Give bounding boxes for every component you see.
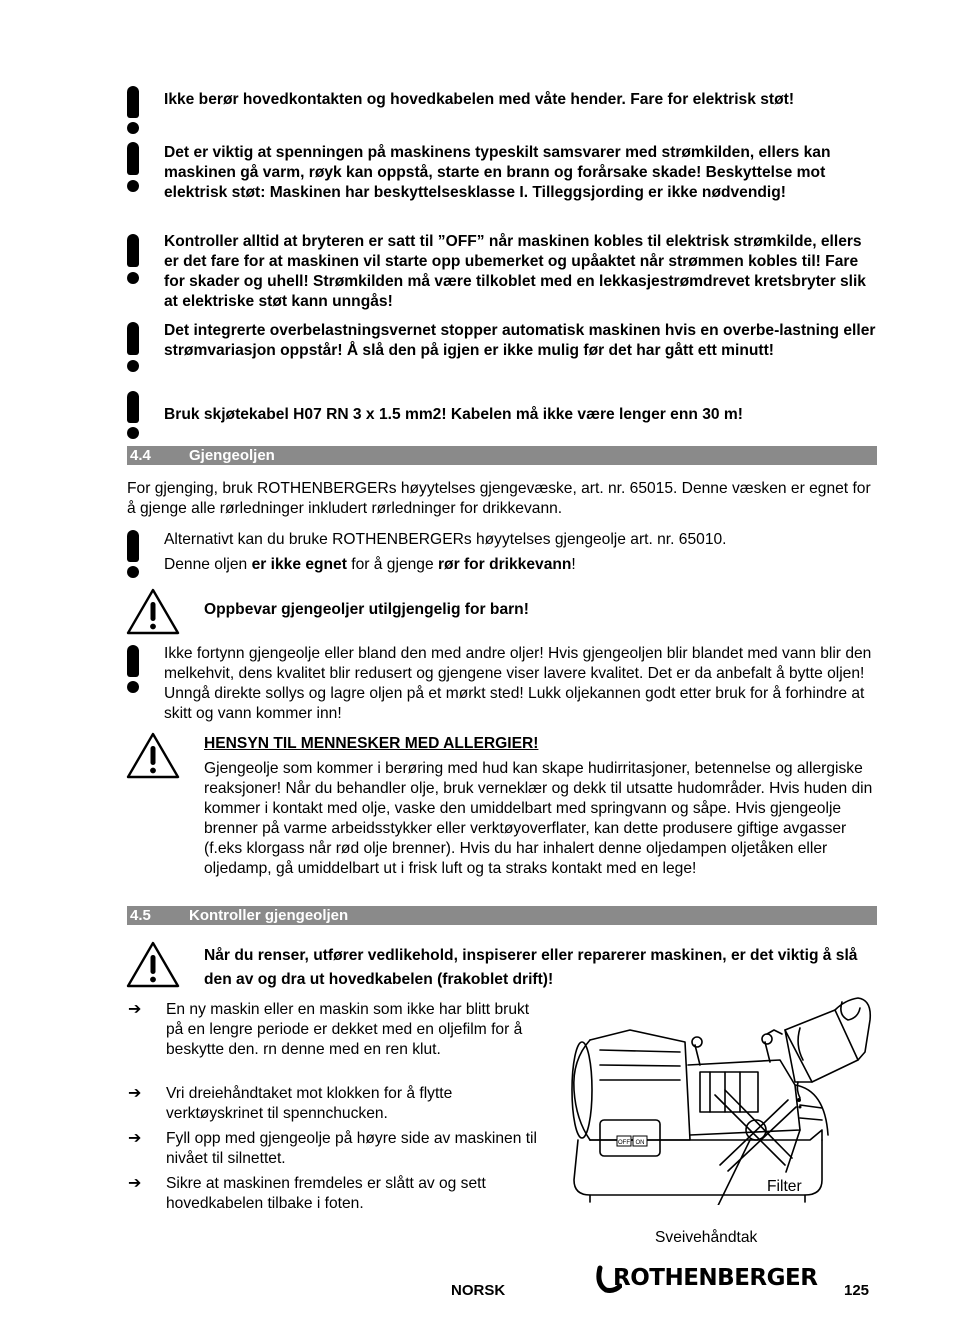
section-number: 4.5 [130,907,151,924]
exclamation-icon [126,322,140,372]
arrow-right-icon: ➔ [128,1175,142,1192]
step-1: En ny maskin eller en maskin som ikke har blitt brukt på en lengre periode er dekket med en oljefilm for å beskytte den. rn denne med en ren klut. [166,1001,530,1058]
exclamation-icon [126,530,140,578]
warn-children: Oppbevar gjengeoljer utilgjengelig for barn! [204,601,529,618]
arrow-right-icon: ➔ [128,1130,142,1147]
notice-extension-cable: Bruk skjøtekabel H07 RN 3 x 1.5 mm2! Kabelen må ikke være lenger enn 30 m! [164,406,743,423]
on-label: ON [635,1140,645,1146]
exclamation-icon [126,391,140,439]
exclamation-icon [126,86,140,134]
section-header-4-4 [127,446,877,465]
step-3: Fyll opp med gjengeolje på høyre side av maskinen til nivået til silnettet. [166,1130,537,1167]
section-header-4-5 [127,906,877,925]
brand-logo [594,1262,834,1296]
step-2: Vri dreiehåndtaket mot klokken for å flytte verktøyskrinet til spennchucken. [166,1085,453,1122]
section-title: Kontroller gjengeoljen [189,907,349,924]
oil-intro: For gjenging, bruk ROTHENBERGERs høyytelses gjengevæske, art. nr. 65015. Denne væsken er egnet for å gjenge alle rørledninger inkludert rørledninger for drikkevann. [127,480,871,517]
warning-triangle-icon [126,587,180,635]
arrow-right-icon: ➔ [128,1001,142,1018]
warning-triangle-icon [126,731,180,779]
arrow-right-icon: ➔ [128,1085,142,1102]
footer-language: NORSK [451,1282,506,1299]
figure-label-handle: Sveivehåndtak [655,1229,758,1246]
brand-name: ROTHENBERGER [613,1265,818,1291]
section-number: 4.4 [130,447,151,464]
section-title: Gjengeoljen [189,447,275,464]
exclamation-icon [126,645,140,693]
off-label: OFF [618,1140,630,1146]
figure-label-filter: Filter [767,1178,802,1195]
step-4: Sikre at maskinen fremdeles er slått av og sett hovedkabelen tilbake i foten. [166,1175,486,1212]
dilute-warning: Ikke fortynn gjengeolje eller bland den med andre oljer! Hvis gjengeoljen blir blandet med vann blir den melkehvit, dens kvalitet blir redusert og gjengene viser lavere kvalitet. Det er da anbefalt å bytte oljen! Unngå direkte sollys og lagre oljen på et mørkt sted! Lukk oljekannen godt etter bruk for å forhindre at skitt og vann kommer inn! [164,645,872,722]
page-number: 125 [844,1282,870,1299]
allergy-title: HENSYN TIL MENNESKER MED ALLERGIER! [204,735,539,752]
notice-voltage: Det er viktig at spenningen på maskinens typeskilt samsvarer med strømkilden, ellers kan maskinen gå varm, røyk kan oppstå, starte en brann og forårsake skade! Beskyttelse mot elektrisk støt: Maskinen har beskyttelsesklasse I. Tilleggsjording er ikke nødvendig! [164,144,831,201]
notice-overload: Det integrerte overbelastningsvernet stopper automatisk maskinen hvis en overbe-lastning eller strømvariasjon oppstår! Å slå den på igjen er ikke mulig før det har gått ett minutt! [164,322,876,359]
allergy-text: Gjengeolje som kommer i berøring med hud kan skape hudirritasjoner, betennelse og allergiske reaksjoner! Når du behandler olje, bruk verneklær og dekk til utsatte hudområder. Hvis huden din kommer i kontakt med olje, vaske den umiddelbart med springvann og såpe. Hvis gjengeolje brenner på varme arbeidsstykker eller verktøyoverflater, kan dette produsere giftige avgasser (f.eks klorgass når rød olje brenner). Hvis du har inhalert denne oljedampen oljetåken eller oljedamp, gå umiddelbart ut i frisk luft og ta straks kontakt med en lege! [204,760,873,877]
alt-oil-warning: Denne oljen er ikke egnet for å gjenge rør for drikkevann! [164,556,576,573]
maintenance-warning: Når du renser, utfører vedlikehold, inspiserer eller reparerer maskinen, er det viktig å slå den av og dra ut hovedkabelen (frakoblet drift)! [204,947,858,988]
exclamation-icon [126,142,140,192]
machine-illustration [560,990,875,1205]
exclamation-icon [126,234,140,284]
notice-switch-off: Kontroller alltid at bryteren er satt til ”OFF” når maskinen kobles til elektrisk strømkilde, ellers er det fare for at maskinen vil starte opp ubemerket og upåaktet når strømmen kobles til! Fare for skader og uhell! Strømkilden må være tilkoblet med en lekkasjestrømdrevet kretsbryter slik at elektriske støt kann unngås! [164,233,866,310]
notice-wet-hands: Ikke berør hovedkontakten og hovedkabelen med våte hender. Fare for elektrisk støt! [164,91,795,108]
warning-triangle-icon [126,940,180,988]
alt-oil-line: Alternativt kan du bruke ROTHENBERGERs høyytelses gjengeolje art. nr. 65010. [164,531,727,548]
